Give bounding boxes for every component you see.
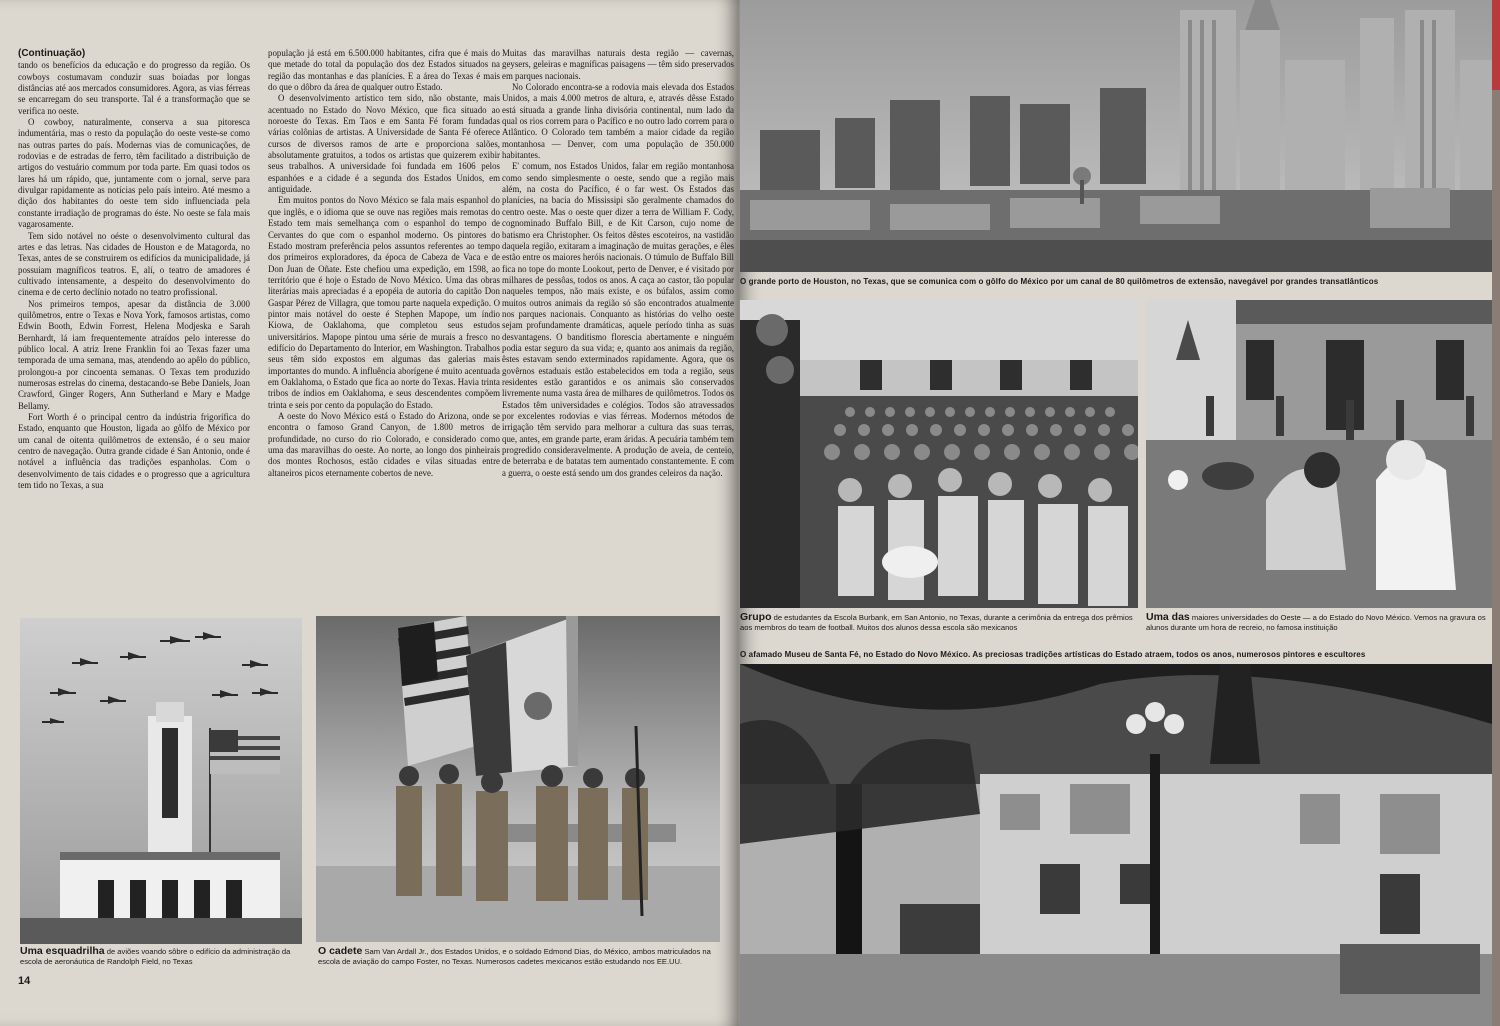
caption-text: de estudantes da Escola Burbank, em San Antonio, no Texas, durante a cerimônia da entrega dos prêmios aos membros do team de football. Muitos dos alunos dessa escola são mexicanos: [740, 613, 1133, 632]
caption-museum: [740, 650, 1492, 660]
text-column-3: [502, 48, 734, 604]
photo-squadron: [20, 618, 302, 944]
caption-lead: Uma das: [1146, 611, 1190, 623]
page-edge: [1492, 0, 1500, 1026]
photo-auditorium: [740, 300, 1138, 608]
caption-houston: [740, 277, 1492, 287]
paragraph: Fort Worth é o principal centro da indústria frigorífica do Estado, enquanto que Houston, ligada ao gôlfo de México por um canal de oitenta quilômetros de extensão, é o seu maior centro de navegação. Outra grande cidade é San Antonio, onde é notável a influência das tradições espanholas. Com o desenvolvimento de tais cidades e o progresso que a agricultura tem tido no Texas, a sua: [18, 412, 250, 491]
paragraph: O desenvolvimento artístico tem sido, não obstante, mais acentuado no Estado do Novo México, que fica situado ao noroeste do Texas. Em Taos e em Santa Fé foram fundadas várias colônias de artistas. A Universidade de Santa Fé oferece cursos de diversos ramos de arte e proporciona salões, absolutamente gratuitos, a todos os artistas que quizerem exibir seus trabalhos. A universidade foi fundada em 1606 pelos espanhóes e a cidade é a segunda dos Estados Unidos, em antiguidade.: [268, 93, 500, 195]
paragraph: A oeste do Novo México está o Estado do Arizona, onde se encontra o famoso Grand Canyon, de 1.800 metros de profundidade, no curso do rio Colorado, e considerado como uma das maravilhas do oeste. Ao norte, ao longo dos pinheirais dos montes Rochosos, estão cidades e vilas situadas entre altaneiros picos eternamente cobertos de neve.: [268, 411, 500, 478]
caption-squadron: [20, 946, 302, 967]
caption-lead: O cadete: [318, 945, 363, 957]
page-number: 14: [18, 975, 31, 987]
caption-group: [740, 612, 1140, 633]
photo-museum: [740, 664, 1492, 1026]
caption-university: [1146, 612, 1492, 633]
caption-text: maiores universidades do Oeste — a do Estado do Novo México. Vemos na gravura os alunos durante um hora de recreio, no famosa instituição: [1146, 613, 1486, 632]
photo-houston: [740, 0, 1492, 272]
text-column-2: [268, 48, 500, 604]
caption-cadet: [318, 946, 722, 967]
caption-text: Sam Van Ardall Jr., dos Estados Unidos, e o soldado Edmond Dias, do México, ambos matriculados na escola de aviação do campo Foster, no Texas. Numerosos cadetes mexicanos estão estudando nos EE.UU.: [318, 947, 711, 966]
photo-cadets: [316, 616, 720, 942]
caption-text: O grande porto de Houston, no Texas, que se comunica com o gôlfo do México por um canal de 80 quilômetros de extensão, navegável por grandes transatlânticos: [740, 277, 1379, 286]
paragraph: Nos primeiros tempos, apesar da distância de 3.000 quilômetros, entre o Texas e Nova York, famosos artistas, como Edwin Booth, Edwin Forrest, Helena Modjeska e Sarah Bernhardt, lá iam frequentemente atraídos pelo interesse do público local. A atriz Irene Franklin foi ao Texas fazer uma temporada de uma semana, mas, atendendo ao apêlo do público, prolongou-a por cincoenta semanas. O Texas tem produzido numerosas estrelas do cinema, destacando-se Bebe Daniels, Joan Crawford, Ginger Rogers, Ann Sutherland e Mary e Madge Bellamy.: [18, 298, 250, 411]
caption-text: de aviões voando sôbre o edifício da administração da escola de aeronáutica de Randolph Field, no Texas: [20, 947, 291, 966]
left-page: [0, 0, 738, 1026]
caption-lead: Grupo: [740, 611, 772, 623]
right-page: [738, 0, 1500, 1026]
paragraph: Tem sido notável no oéste o desenvolvimento cultural das artes e das letras. Nas cidades de Houston e de Matagorda, no Texas, antes de se construirem os edifícios da municipalidade, já possuiam magníficos teatros. E, alí, o teatro de amadores é cultivado intensamente, a despeito do desenvolvimento do cinema e de certo declínio notado no teatro profissional.: [18, 230, 250, 298]
photo-university: [1146, 300, 1492, 608]
paragraph: O cowboy, naturalmente, conserva a sua pitoresca indumentária, mas o resto da população do oeste veste-se como nas outras partes do país. Modernas vias de comunicações, de rodovias e de estradas de ferro, têm facilitado a distribuição de artigos do vestuário commum por toda parte. Em quasi todos os lares há um rápido, que, juntamente com o jornal, serve para divulgar rapidamente as notícias pelo país inteiro. Até mesmo a dição dos habitantes do oeste tem sido influenciada pela constante irradiação de programas do éste. No oeste se fala mais vagarosamente.: [18, 117, 250, 230]
continuation-heading: (Continuação): [18, 48, 86, 59]
caption-lead: Uma esquadrilha: [20, 945, 105, 957]
text-column-1: [18, 48, 250, 604]
page-edge-marker: [1492, 0, 1500, 90]
paragraph: Muitas das maravilhas naturais desta região — cavernas, geysers, geleiras e magníficas paisagens — têm sido preservados em parques nacionais.: [502, 48, 734, 81]
paragraph: população já está em 6.500.000 habitantes, cifra que é mais do que metade do total da população dos dez Estados situados na região das montanhas e das planícies. E a área do Texas é mais do que o dôbro da área de qualquer outro Estado.: [268, 48, 500, 93]
paragraph: No Colorado encontra-se a rodovia mais elevada dos Estados Unidos, a mais 4.000 metros de altura, e, através dêsse Estado está situada a grande linha divisória continental, num lado da qual os rios correm para o Pacífico e no outro lado correm para o Atlântico. O Colorado tem também a maior cidade da região montanhosa — Denver, com uma população de 350.000 habitantes.: [502, 82, 734, 161]
paragraph: E' comum, nos Estados Unidos, falar em região montanhosa como sendo simplesmente o oeste, sendo que a região mais além, na costa do Pacífico, é o far west. Os Estados das planícies, na bacia do Mississipi são geralmente chamados do centro oeste. Mas o oeste quer dizer a terra de William F. Cody, cognominado Buffalo Bill, e de Kit Carson, cujo nome de batismo era Christopher. Os feitos dêstes escoteiros, na vastidão daquela região, exitaram a imaginação de muitas gerações, e êles estão entre os maiores heróis nacionais. O túmulo de Buffalo Bill fica no tope do monte Lookout, perto de Denver, e é visitado por milhares de pessôas, todos os anos. A caça ao castor, tão popular naqueles tempos, não mais existe, e os búfalos, assim como muitos outros animais da região só são encontrados atualmente nos parques nacionais. Conquanto as histórias do velho oeste sejam profundamente dramáticas, aquele período tinha as suas desvantagens. O banditismo florescia abertamente e ninguém podia estar seguro da sua vida; e, quanto aos animais da região, êstes estavam sendo exterminados rapidamente. Agora, que os govêrnos estaduais estão estabelecidos em toda a região, seus residentes estão garantidos e os animais são conservados livremente numa vasta área de milhares de quilômetros. Todos os Estados têm universidades e colégios. Todos são atravessados por excelentes rodovias e vias férreas. Modernos métodos de irrigação têm servido para melhorar a cultura das suas terras, que, antes, em grande parte, eram áridas. A pecuária também tem progredido consideravelmente. A produção de aveia, de centeio, de beterraba e de batatas tem aumentado constantemente. E com a guerra, o oeste está sendo um dos grandes celeiros da nação.: [502, 161, 734, 478]
caption-text: O afamado Museu de Santa Fé, no Estado do Novo México. As preciosas tradições artísticas do Estado atraem, todos os anos, numerosos pintores e escultores: [740, 650, 1366, 659]
paragraph: tando os benefícios da educação e do progresso da região. Os cowboys costumavam conduzir suas boiadas por longas distâncias até aos mercados consumidores. Agora, as vias férreas se encarregam do seu transporte. Tal é a transformação que se verifica no oeste.: [18, 60, 250, 116]
paragraph: Em muitos pontos do Novo México se fala mais espanhol do que inglês, e o idioma que se ouve nas regiões mais remotas do Estado tem mais semelhança com o espanhol do tempo de Cervantes do que com o espanhol moderno. Os pintores do Estado mostram preferência pelos assuntos referentes ao tempo dos primeiros exploradores, da época de Cabeza de Vaca e de Don Juan de Oñate. Este chefiou uma expedição, em 1598, ao território que é hoje o Estado de Novo México. Uma das obras literárias mais apreciadas é a epopéia de autoria do capitão Don Gaspar Pérez de Villagra, que tomou parte naquela expedição. O pintor mais notável do oeste é Stephen Mapope, um índio Kiowa, de Oaklahoma, que completou seus estudos universitários. Mapope pintou uma série de murais a fresco no edifício do Departamento do Interior, em Washington. Trabalhos seus têm sido expostos em algumas das galerias mais importantes do mundo. A influência aborígene é muito acentuada em Oaklahoma, o Estado que fica ao norte do Texas. Havia trinta tribos de índios em Oaklahoma, e seus descendentes compõem trinta e seis por cento da população do Estado.: [268, 195, 500, 410]
